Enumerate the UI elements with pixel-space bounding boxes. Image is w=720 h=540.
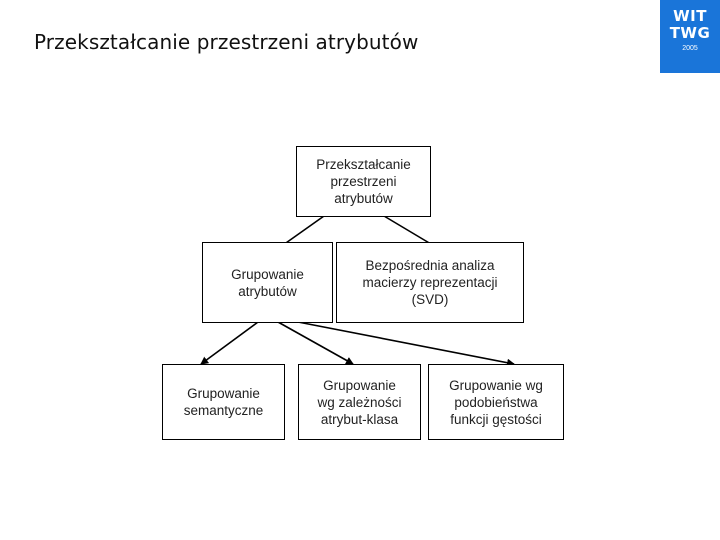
- node-similarity-grouping: [428, 364, 564, 440]
- node-dependency-grouping-label: Grupowanie wg zależności atrybut-klasa: [317, 377, 402, 427]
- slide-title: Przekształcanie przestrzeni atrybutów: [34, 30, 419, 54]
- edge-grouping-to-similarity: [298, 322, 514, 364]
- node-attribute-grouping: [202, 242, 333, 323]
- node-root: [296, 146, 431, 217]
- node-root-label: Przekształcanie przestrzeni atrybutów: [316, 157, 411, 206]
- node-attribute-grouping-label: Grupowanie atrybutów: [231, 266, 304, 299]
- node-similarity-grouping-label: Grupowanie wg podobieństwa funkcji gęstości: [449, 377, 543, 427]
- node-semantic-grouping: [162, 364, 285, 440]
- logo-line-1: WIT: [673, 7, 707, 25]
- logo-year: 2005: [682, 45, 698, 52]
- edge-grouping-to-dependency: [278, 322, 353, 364]
- logo-line-2: TWG: [669, 24, 711, 42]
- node-semantic-grouping-label: Grupowanie semantyczne: [183, 386, 264, 418]
- node-svd-analysis-label: Bezpośrednia analiza macierzy reprezentacji (SVD): [362, 258, 498, 307]
- node-dependency-grouping: [298, 364, 421, 440]
- edge-grouping-to-semantic: [201, 322, 258, 364]
- node-svd-analysis: [336, 242, 524, 323]
